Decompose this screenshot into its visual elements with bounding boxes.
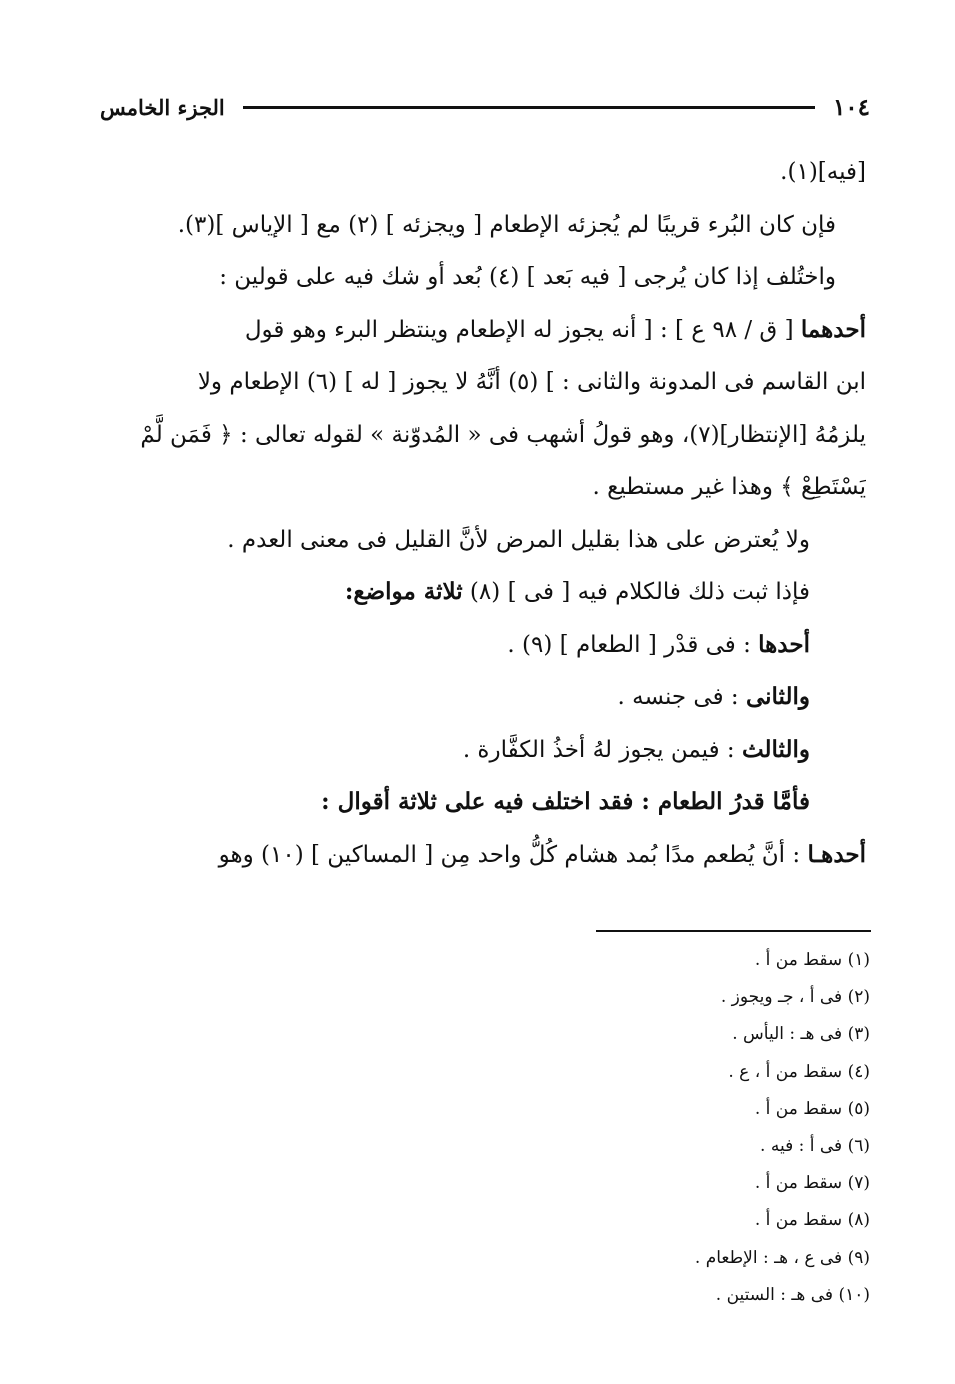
text-line: فإذا ثبت ذلك فالكلام فيه [ فى ] (٨) ثلاثة مواضع:: [344, 578, 810, 605]
text-line: أحدهما [ ق / ٩٨ ع ] : [ أنه يجوز له الإطعام وينتظر البرء وهو قول: [244, 315, 866, 343]
text-line: يلزمُهُ [الإنتظار](٧)، وهو قولُ أشهب فى « المُدوّنة » لقوله تعالى : ﴿ فَمَن لَّمْ: [140, 421, 866, 448]
footnote: (٩) فى ع ، هـ : الإطعام .: [694, 1247, 870, 1268]
footnote-separator: [596, 930, 871, 932]
text-line: والثالث : فيمن يجوز لهُ أخذُ الكفَّارة .: [462, 735, 810, 763]
footnote: (٧) سقط من أ .: [754, 1173, 870, 1194]
text-line: [فيه](١).: [780, 159, 866, 185]
footnote: (٨) سقط من أ .: [754, 1210, 870, 1231]
bold-term: أحدهـا: [807, 840, 866, 868]
section-heading: فأمَّا قدرُ الطعام : فقد اختلف فيه على ثلاثة أقوال :: [321, 788, 810, 815]
page-header: [100, 90, 870, 124]
main-text: [104, 146, 866, 881]
footnote: (٤) سقط من أ ، ع .: [728, 1061, 870, 1082]
footnote: (٢) فى أ ، جـ ويجوز .: [720, 987, 870, 1008]
running-title: الجزء الخامس: [100, 94, 225, 120]
footnote: (١) سقط من أ .: [754, 950, 870, 970]
bold-term: أحدهما: [800, 315, 866, 343]
text-line: فإن كان البُرء قريبًا لم يُجزئه الإطعام [ ويجزئه ] (٢) مع [ الإياس ](٣).: [177, 211, 836, 238]
bold-term: ثلاثة مواضع:: [344, 578, 463, 605]
page-number: ١٠٤: [832, 93, 870, 121]
text-line: واختُلف إذا كان يُرجى [ فيه بَعد ] (٤) بُعد أو شك فيه على قولين :: [219, 264, 836, 290]
text-line: أحدهـا : أنَّ يُطعم مدًا بُمد هشام كُلُّ واحد مِن [ المساكين ] (١٠) وهو: [218, 840, 866, 868]
bold-term: والثانى: [745, 683, 810, 710]
footnote: (٦) فى أ : فيه .: [760, 1136, 870, 1157]
bold-term: والثالث: [741, 735, 810, 763]
text-line: أحدها : فى قدْر [ الطعام ] (٩) .: [507, 630, 810, 658]
footnote: (٣) فى هـ : اليأس .: [732, 1024, 870, 1045]
header-rule: [243, 106, 815, 109]
text-line: ولا يُعترض على هذا بقليل المرض لأنَّ القليل فى معنى العدم .: [227, 526, 810, 553]
footnote: (٥) سقط من أ .: [754, 1098, 870, 1119]
bold-term: أحدها: [758, 630, 810, 658]
text-line: ابن القاسم فى المدونة والثانى : ] (٥) أنَّهُ لا يجوز [ له ] (٦) الإطعام ولا: [197, 369, 866, 395]
footnote: (١٠) فى هـ : الستين .: [715, 1284, 870, 1305]
text-line: والثانى : فى جنسه .: [617, 683, 810, 710]
text-line: يَسْتَطِعْ ﴾ وهذا غير مستطيع .: [592, 474, 866, 500]
footnotes: [540, 942, 870, 1314]
